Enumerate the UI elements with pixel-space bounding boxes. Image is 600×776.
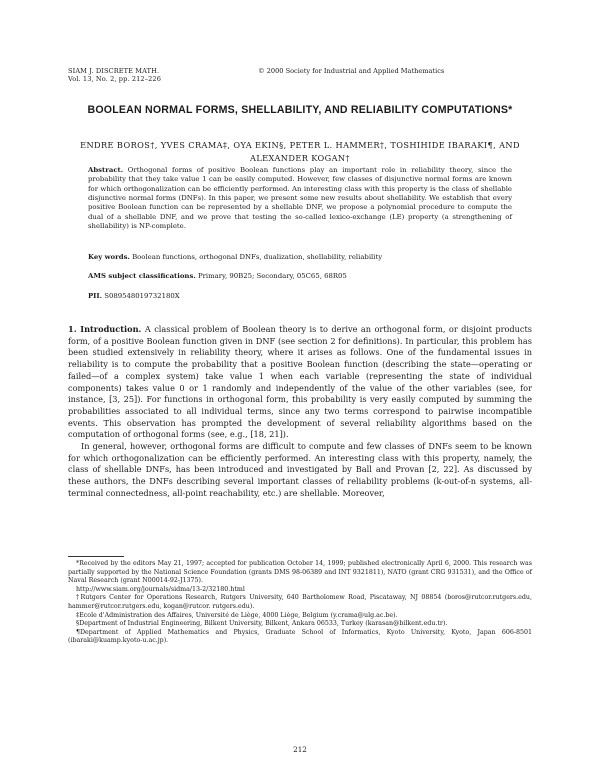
footnote: †Rutgers Center for Operations Research, Rutgers University, 640 Bartholomew Road, Piscataway, NJ 08854 (boros@rutcor.rutgers.edu, hammer@rutcor.rutgers.edu, kogan@rutcor. rutgers.edu). (68, 594, 532, 610)
footnote-rule (68, 556, 124, 557)
journal-volume: Vol. 13, No. 2, pp. 212–226 (68, 75, 162, 84)
intro-paragraph-1 (68, 324, 532, 441)
ams-text: Primary, 90B25; Secondary, 05C65, 68R05 (197, 272, 347, 280)
footnote: ¶Department of Applied Mathematics and Physics, Graduate School of Informatics, Kyoto University, Kyoto, Japan 606-8501 (ibaraki@kuamp.kyoto-u.ac.jp). (68, 628, 532, 645)
copyright-notice: © 2000 Society for Industrial and Applied Mathematics (258, 67, 445, 75)
body-text (68, 324, 532, 500)
page-number: 212 (293, 745, 307, 754)
footnote: *Received by the editors May 21, 1997; accepted for publication October 14, 1999; published electronically April 6, 2000. This research was partially supported by the National Science Foundation (grants DMS 98-06389 and INT 9321811), NATO (grant CRG 931531), and the Office of Naval Research (grant N00014-92-J1375). (68, 560, 532, 585)
footnote-url: http://www.siam.org/journals/sidma/13-2/32180.html (76, 585, 245, 593)
keywords-text: Boolean functions, orthogonal DNFs, dualization, shellability, reliability (132, 253, 383, 261)
paper-title: BOOLEAN NORMAL FORMS, SHELLABILITY, AND RELIABILITY COMPUTATIONS* (87, 104, 513, 116)
journal-header (68, 67, 161, 83)
keywords (88, 253, 512, 261)
footnotes (68, 560, 532, 646)
footnote: ‡Ecole d'Administration des Affaires, Université de Liège, 4000 Liège, Belgium (y.crama@ulg.ac.be). (76, 611, 398, 619)
author-list: ENDRE BOROS†, YVES CRAMA‡, OYA EKIN§, PETER L. HAMMER†, TOSHIHIDE IBARAKI¶, AND ALEXANDER KOGAN† (80, 140, 520, 163)
keywords-label: Key words. (88, 253, 130, 261)
abstract-text: Orthogonal forms of positive Boolean functions play an important role in reliability theory, since the probability that they take value 1 can be easily computed. However, few classes of disjunctive normal forms are known for which orthogonalization can be efficiently performed. An interesting class with this property is the class of shellable disjunctive normal forms (DNFs). In this paper, we present some new results about shellability. We establish that every positive Boolean function can be represented by a shellable DNF, we propose a polynomial procedure to compute the dual of a shellable DNF, and we prove that testing the so-called lexico-exchange (LE) property (a strengthening of shellability) is NP-complete. (88, 166, 512, 231)
section-heading: 1. Introduction. (68, 324, 142, 334)
pii-label: PII. (88, 292, 103, 300)
pii (88, 292, 512, 300)
intro-paragraph-2: In general, however, orthogonal forms are difficult to compute and few classes of DNFs seem to be known for which orthogonalization can be efficiently performed. An interesting class with this property, namely, the class of shellable DNFs, has been introduced and investigated by Ball and Provan [2, 22]. As discussed by these authors, the DNFs describing several important classes of reliability problems (k-out-of-n systems, all-terminal connectedness, all-point reachability, etc.) are shellable. Moreover, (68, 441, 532, 498)
ams-label: AMS subject classifications. (88, 272, 196, 280)
abstract (88, 166, 512, 231)
footnote: §Department of Industrial Engineering, Bilkent University, Bilkent, Ankara 06533, Turkey (karasan@bilkent.edu.tr). (76, 620, 448, 628)
abstract-label: Abstract. (88, 166, 124, 174)
intro-paragraph-1-text: A classical problem of Boolean theory is to derive an orthogonal form, or disjoint products form, of a positive Boolean function given in DNF (see section 2 for definitions). In particular, this problem has been studied extensively in reliability theory, where it arises as follows. One of the fundamental issues in reliability is to compute the probability that a positive Boolean function (describing the state—operating or failed—of a complex system) take value 1 when each variable (representing the state of individual components) takes value 0 or 1 randomly and independently of the value of the other variables (see, for instance, [3, 25]). For functions in orthogonal form, this probability is very easily computed by summing the probabilities associated to all individual terms, since any two terms correspond to pairwise incompatible events. This observation has prompted the development of several reliability algorithms based on the computation of orthogonal forms (see, e.g., [18, 21]). (68, 324, 533, 440)
pii-text: S089548019732180X (104, 292, 180, 300)
ams-classifications (88, 272, 512, 280)
journal-name: SIAM J. DISCRETE MATH. (68, 67, 160, 75)
